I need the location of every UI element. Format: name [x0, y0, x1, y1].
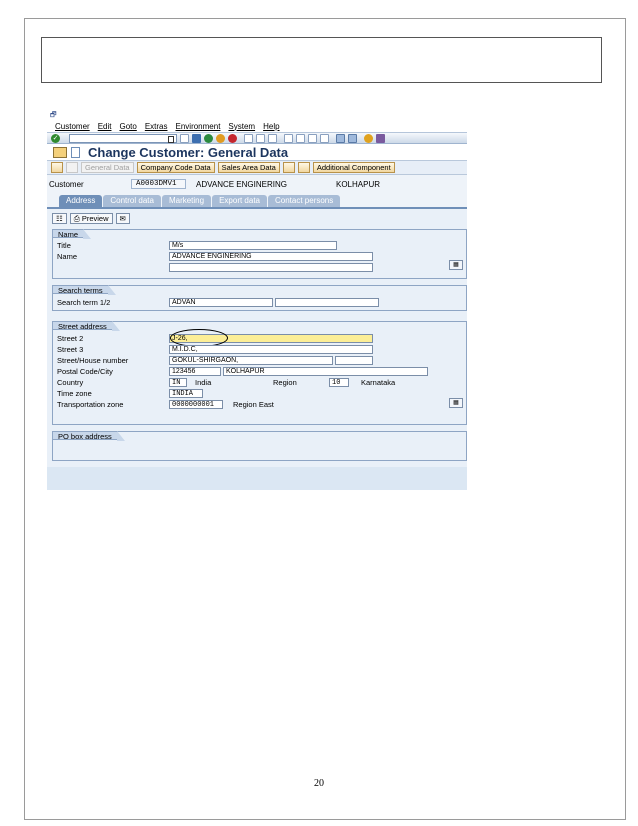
company-code-data-button[interactable]: Company Code Data [137, 162, 215, 173]
application-toolbar [47, 161, 467, 175]
menu-bar [47, 120, 467, 132]
standard-toolbar [47, 132, 467, 144]
sap-system-strip [47, 110, 467, 120]
search-term-label: Search term 1/2 [57, 297, 111, 307]
general-data-button: General Data [81, 162, 134, 173]
preview-button[interactable] [70, 213, 113, 224]
menu-edit[interactable]: Edit [97, 121, 112, 131]
menu-extras[interactable]: Extras [144, 121, 168, 131]
customer-label: Customer [49, 179, 84, 189]
postal-code-field[interactable]: 123456 [169, 367, 221, 376]
region-label: Region [273, 377, 297, 387]
menu-environment[interactable]: Environment [175, 121, 221, 131]
first-page-icon[interactable] [284, 134, 293, 143]
preview-label: Preview [81, 214, 109, 223]
create-icon[interactable] [51, 162, 63, 173]
region-code-field[interactable]: 10 [329, 378, 349, 387]
sap-window [47, 110, 467, 490]
new-session-icon[interactable] [336, 134, 345, 143]
country-row [57, 377, 395, 387]
house-number-field[interactable] [335, 356, 373, 365]
search-term-row [57, 297, 379, 307]
communication-icon[interactable]: ✉ [116, 213, 130, 224]
transport-zone-desc: Region East [233, 399, 274, 409]
save-icon[interactable] [192, 134, 201, 143]
top-empty-box [41, 37, 602, 83]
tab-marketing[interactable]: Marketing [162, 195, 211, 207]
tab-address[interactable]: Address [59, 195, 102, 207]
name-row [57, 251, 373, 261]
tab-export-data[interactable]: Export data [212, 195, 267, 207]
title-label: Title [57, 240, 71, 250]
search-term-2-field[interactable] [275, 298, 379, 307]
menu-help[interactable]: Help [263, 121, 280, 131]
name-group-title: Name [52, 229, 83, 238]
time-zone-row [57, 388, 203, 398]
title-bar [47, 144, 467, 161]
enter-check-icon[interactable]: ✓ [52, 134, 59, 142]
transport-zone-row [57, 399, 274, 409]
menu-goto[interactable]: Goto [119, 121, 137, 131]
exit-icon[interactable] [216, 134, 225, 143]
time-zone-label: Time zone [57, 388, 92, 398]
tab-control-data[interactable]: Control data [103, 195, 161, 207]
additional-component-button[interactable]: Additional Component [313, 162, 395, 173]
name2-row [57, 262, 373, 272]
find-next-icon[interactable] [268, 134, 277, 143]
international-versions-icon[interactable]: ☷ [52, 213, 67, 224]
postal-city-label: Postal Code/City [57, 366, 113, 376]
name-field[interactable]: ADVANCE ENGINERING [169, 252, 373, 261]
page-title: Change Customer: General Data [88, 144, 289, 160]
title-select[interactable]: M/s [169, 241, 337, 250]
country-code-field[interactable]: IN [169, 378, 187, 387]
search-terms-group [52, 285, 467, 311]
po-box-group [52, 431, 467, 461]
content-toolbar [50, 212, 464, 225]
street-house-row [57, 355, 373, 365]
back-arrow-icon[interactable] [180, 134, 189, 143]
customer-number: A0003DMV1 [131, 179, 186, 189]
shortcut-icon[interactable] [348, 134, 357, 143]
pencil-icon [66, 162, 78, 173]
tab-strip [47, 193, 467, 207]
customer-name: ADVANCE ENGINERING [196, 179, 287, 189]
next-page-icon[interactable] [308, 134, 317, 143]
back-icon[interactable] [204, 134, 213, 143]
other-customer-icon[interactable] [71, 147, 80, 158]
command-field[interactable] [69, 134, 177, 143]
more-address-fields-icon[interactable]: ▦ [449, 398, 463, 408]
name-label: Name [57, 251, 78, 261]
street-house-label: Street/House number [57, 355, 129, 365]
menu-customer[interactable]: Customer [55, 121, 90, 131]
street2-label: Street 2 [57, 333, 84, 343]
layout-menu-icon[interactable] [376, 134, 385, 143]
city-field[interactable]: KOLHAPUR [223, 367, 428, 376]
search-term-1-field[interactable]: ADVAN [169, 298, 273, 307]
name2-field[interactable] [169, 263, 373, 272]
sales-area-data-button[interactable]: Sales Area Data [218, 162, 280, 173]
transport-zone-field[interactable]: 0000000001 [169, 400, 223, 409]
address-tab-content [47, 207, 467, 467]
street3-field[interactable]: M.I.D.C, [169, 345, 373, 354]
title-row [57, 240, 337, 250]
street3-label: Street 3 [57, 344, 84, 354]
transport-zone-label: Transportation zone [57, 399, 124, 409]
previous-page-icon[interactable] [296, 134, 305, 143]
last-page-icon[interactable] [320, 134, 329, 143]
cancel-icon[interactable] [228, 134, 237, 143]
street-address-title: Street address [52, 321, 112, 330]
customer-header [47, 175, 467, 193]
country-name: India [195, 377, 212, 387]
region-name: Karnataka [361, 377, 396, 387]
print-icon[interactable] [244, 134, 253, 143]
postal-city-row [57, 366, 428, 376]
tab-contact-persons[interactable]: Contact persons [268, 195, 340, 207]
document-icon[interactable] [298, 162, 310, 173]
street-field[interactable]: GOKUL-SHIRGAON, [169, 356, 333, 365]
street2-field[interactable]: J-26, [169, 334, 373, 343]
search-terms-title: Search terms [52, 285, 108, 294]
sap-logo-icon: 🗗 [50, 112, 57, 119]
find-icon[interactable] [256, 134, 265, 143]
printer-icon: ⎙ [73, 214, 80, 223]
menu-system[interactable]: System [228, 121, 256, 131]
po-box-title: PO box address [52, 431, 117, 440]
customer-city: KOLHAPUR [336, 179, 381, 189]
envelope-icon[interactable] [283, 162, 295, 173]
street3-row [57, 344, 373, 354]
time-zone-field[interactable]: INDIA [169, 389, 203, 398]
country-label: Country [57, 377, 84, 387]
name-group [52, 229, 467, 279]
display-change-icon[interactable] [53, 147, 67, 158]
street-address-group [52, 321, 467, 425]
street2-row [57, 333, 373, 343]
page-number: 20 [314, 778, 324, 789]
more-fields-icon[interactable]: ▦ [449, 260, 463, 270]
help-icon[interactable] [364, 134, 373, 143]
